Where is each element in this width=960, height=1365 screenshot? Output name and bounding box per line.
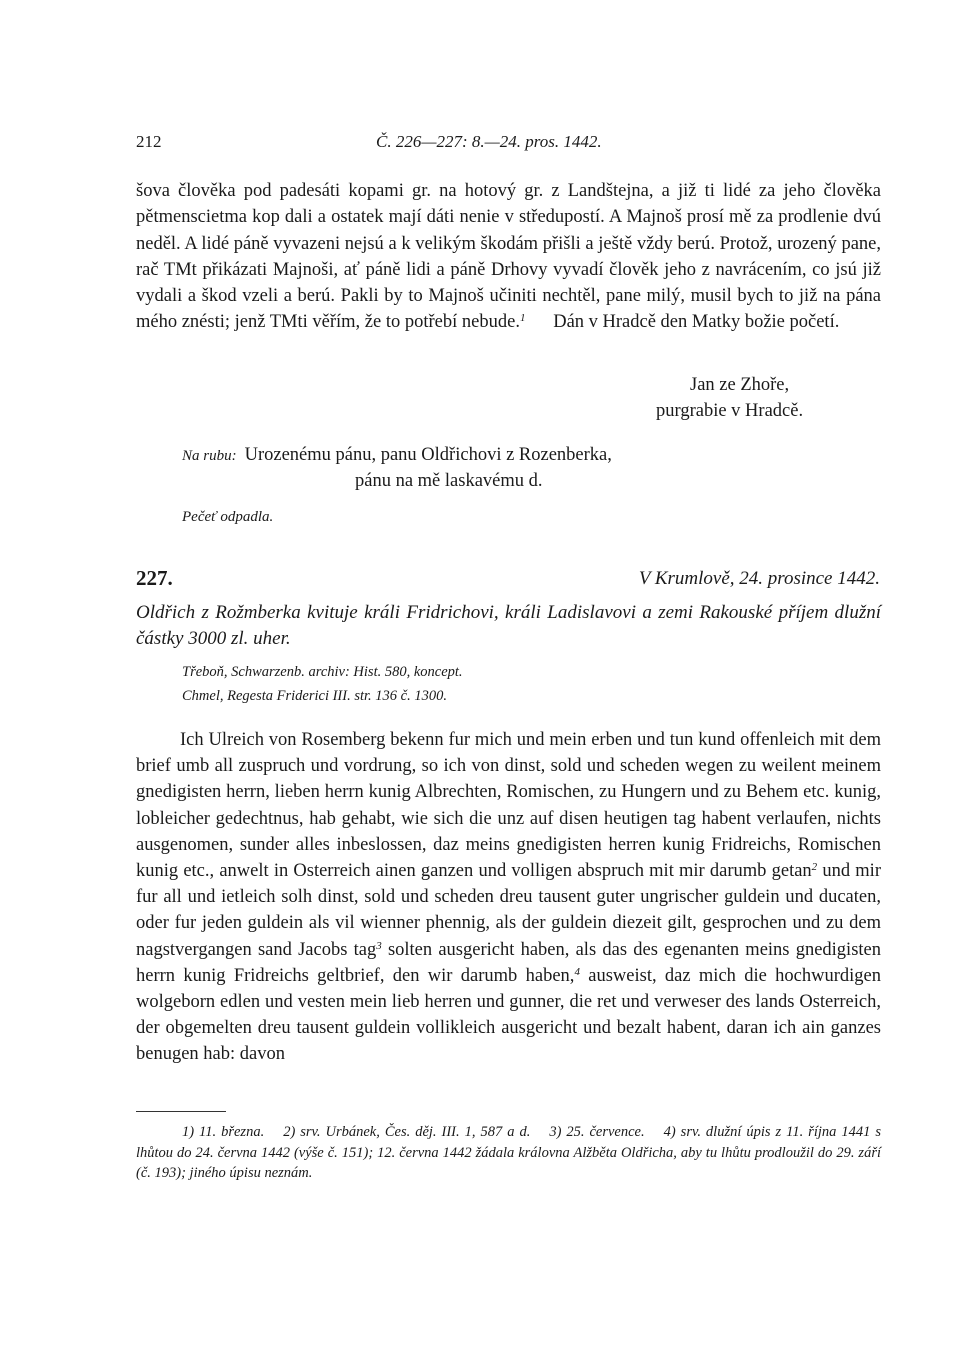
verso-address-line-2: pánu na mě laskavému d. — [355, 471, 543, 491]
footnote-marker-2: 2 — [811, 861, 818, 874]
document-number: 227. — [136, 566, 173, 590]
footnote-4: 4) srv. dlužní úpis z 11. října 1441 s lhůtou do 24. června 1442 (výše č. 151); 12. června 1442 žádala královna Alžběta Oldřicha, aby tu lhůtu prodloužil do 29. září (č. 193); jiného úpisu neznám. — [136, 1124, 881, 1181]
footnote-1: 1) 11. března. — [182, 1124, 265, 1140]
seal-note: Pečeť odpadla. — [182, 509, 274, 525]
verso-address-text-1: Urozenému pánu, panu Oldřichovi z Rozenberka, — [244, 445, 612, 465]
main-text-part-4: ausweist, daz mich die hochwurdigen wolgeborn edlen und vesten mein lieb herren und gunner, die ret und verweser des lands Osterreich, der obgemelten dreu tausent guldein vollikleich ausgericht und bezalt habent, daran ich ain ganzes benugen hab: davon — [136, 965, 881, 1065]
footnote-divider — [136, 1111, 226, 1112]
letter-body-paragraph — [136, 178, 881, 336]
main-text-part-1: Ich Ulreich von Rosemberg bekenn fur mich und mein erben und tun kund offenleich mit dem brief umb all zuspruch und vordrung, so ich von dinst, sold und scheden wegen zu weilent meinem gnedigisten herrn, lieben herrn kunig Albrechten, Romischen, zu Hungern und zu Behem etc. kunig, lobleicher gedechtnus, hab gehabt, wie sich die unz auf disen heutigen tag habent verlaufen, nichts ausgenomen, sunder alles inbeslossen, daz meins gnedigisten herren kunig Fridreichs, Romischen kunig etc., anwelt in Osterreich ainen ganzen und volligen abspruch mit mir darumb getan — [136, 730, 881, 882]
footnote-2: 2) srv. Urbánek, Čes. děj. III. 1, 587 a d. — [283, 1124, 531, 1140]
running-head — [136, 132, 881, 156]
signature-name: Jan ze Zhoře, — [690, 375, 790, 395]
source-note-edition: Chmel, Regesta Friderici III. str. 136 č. 1300. — [182, 688, 447, 704]
signature-title: purgrabie v Hradcě. — [656, 401, 804, 421]
source-note-archive: Třeboň, Schwarzenb. archiv: Hist. 580, koncept. — [182, 664, 463, 680]
verso-address-line-1 — [182, 442, 612, 469]
document-main-text — [136, 727, 881, 1068]
page-number: 212 — [136, 132, 162, 151]
document-place-date: V Krumlově, 24. prosince 1442. — [638, 568, 880, 589]
footnote-3: 3) 25. července. — [549, 1124, 645, 1140]
main-text-part-3: solten ausgericht haben, als das des egenanten meins gnedigisten herrn kunig Fridreichs geltbrief, den wir darumb haben, — [136, 939, 881, 986]
main-text-part-2: und mir fur all und ietleich solh dinst, sold und scheden dreu tausent guter ungrischer guldein und ducaten, oder fur jeden guldein als vil wienner phennig, als der guldein diezeit gilt, gesprochen und zu dem nagstvergangen sand Jacobs tag — [136, 861, 881, 960]
footnotes — [136, 1122, 881, 1184]
verso-label: Na rubu: — [182, 448, 237, 464]
footnote-marker-3: 3 — [376, 939, 382, 952]
letter-closing: Dán v Hradcě den Matky božie početí. — [553, 312, 840, 333]
footnote-marker-1: 1 — [519, 312, 526, 325]
footnote-marker-4: 4 — [574, 965, 580, 978]
running-title: Č. 226—227: 8.—24. pros. 1442. — [376, 132, 602, 151]
letter-text: šova člověka pod padesáti kopami gr. na hotový gr. z Landštejna, a již ti lidé za jeho člověka pětmenscietma kop dali a ostatek mají dáti nenie v středupostí. A Majnoš prosí mě za prodlenie dvú neděl. A lidé páně vyvazeni nejsú a k velikým škodám přišli a ještě vždy berú. Protož, urozený pane, rač TMt přikázati Majnoši, ať páně lidi a páně Drhovy vyvadí člověk jeho z navrácením, co jsú již vydali a škod vzeli a berú. Pakli by to Majnoš učiniti nechtěl, pane milý, musil bych to již na pána mého znésti; jenž TMti věřím, že to potřebí nebude. — [136, 181, 881, 333]
document-regest: Oldřich z Rožmberka kvituje králi Fridrichovi, králi Ladislavovi a zemi Rakouské příjem dlužní částky 3000 zl. uher. — [136, 602, 881, 649]
